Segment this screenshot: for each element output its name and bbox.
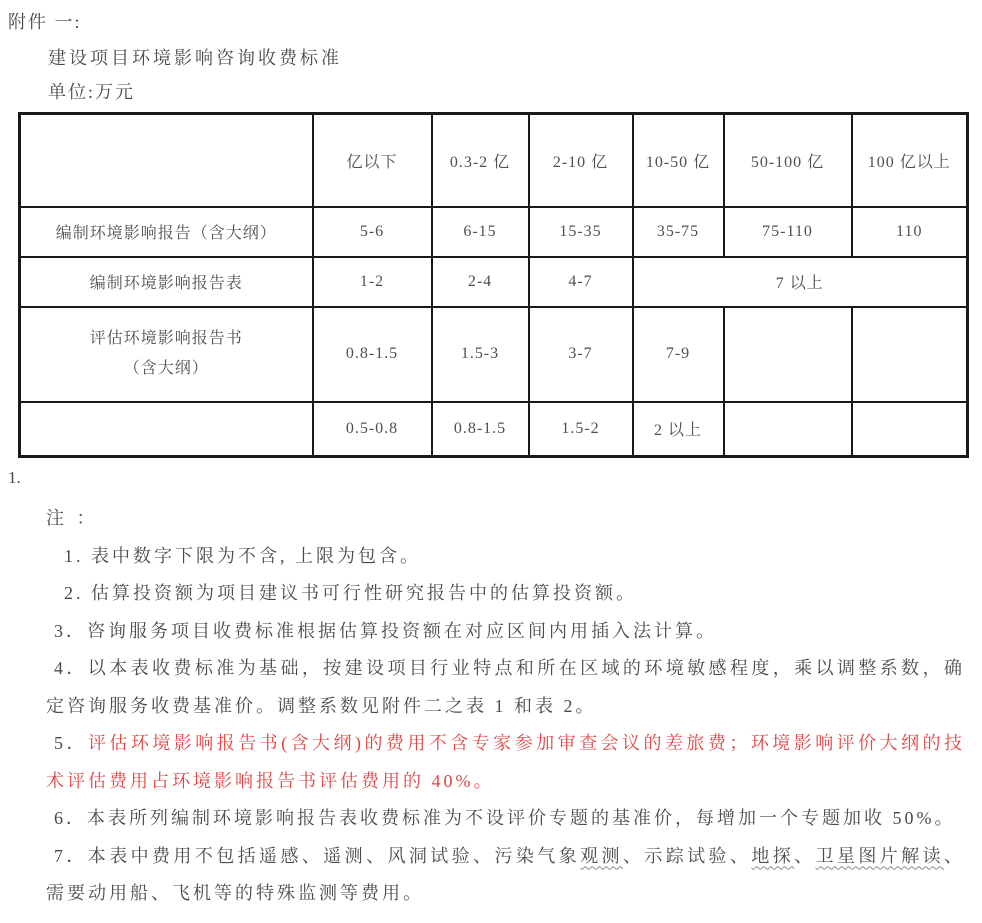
fee-cell-empty [852,402,968,457]
fee-cell: 110 [852,207,968,257]
note-7-text: 、示踪试验、 [622,845,752,866]
note-5-red-text: 评估环境影响报告书(含大纲)的费用不含专家参加审查会议的差旅费；环境影响评价大纲的技术评估费用占环境影响报告书评估费用的 40%。 [46,733,966,791]
fee-cell: 4-7 [529,257,633,307]
note-7-underlined-term: 地探 [751,845,795,866]
notes-section [46,500,965,913]
note-item-5 [46,725,965,800]
unit-label: 单位:万元 [48,82,136,102]
table-row [20,307,968,402]
table-row [20,402,968,457]
note-item-6: 6．本表所列编制环境影响报告表收费标准为不设评价专题的基准价，每增加一个专题加收 50%。 [54,808,956,828]
fee-cell: 2 以上 [633,402,724,457]
note-7-text: 、 [794,845,816,866]
note-item-1: 1. 表中数字下限为不含, 上限为包含。 [64,545,421,566]
row-label-line2: （含大纲） [123,360,209,377]
fee-cell: 35-75 [633,207,724,257]
header-cell: 50-100 亿 [724,114,852,207]
fee-cell-empty [724,402,852,457]
note-7-text: 、需要动用船、飞机等的特殊监测等费用。 [46,845,966,903]
notes-heading: 注 ： [46,508,99,528]
fee-cell: 6-15 [432,207,529,257]
document-title: 建设项目环境影响咨询收费标准 [48,48,342,68]
fee-cell-empty [724,307,852,402]
fee-cell: 7-9 [633,307,724,402]
fee-cell: 0.8-1.5 [313,307,432,402]
fee-cell-empty [852,307,968,402]
note-item-4: 4．以本表收费标准为基础，按建设项目行业特点和所在区域的环境敏感程度，乘以调整系数，确定咨询服务收费基准价。调整系数见附件二之表 1 和表 2。 [46,658,965,716]
row-label-line1: 评估环境影响报告书 [89,330,243,347]
fee-cell: 0.5-0.8 [313,402,432,457]
table-row [20,207,968,257]
note-7-underlined-term: 观测 [580,845,623,866]
fee-cell: 75-110 [724,207,852,257]
fee-cell: 15-35 [529,207,633,257]
fee-cell: 5-6 [313,207,432,257]
fee-cell: 3-7 [529,307,633,402]
fee-standard-table [18,112,969,458]
header-cell: 0.3-2 亿 [432,114,529,207]
fee-cell: 1.5-2 [529,402,633,457]
attachment-label: 附件 一: [8,12,82,32]
header-cell: 100 亿以上 [852,114,968,207]
note-item-3: 3．咨询服务项目收费标准根据估算投资额在对应区间内用插入法计算。 [54,620,717,641]
header-cell: 亿以下 [313,114,432,207]
header-cell: 2-10 亿 [529,114,633,207]
fee-cell: 0.8-1.5 [432,402,529,457]
fee-cell: 2-4 [432,257,529,307]
table-header-row [20,114,968,207]
row-label [20,307,313,402]
note-7-underlined-term: 卫星图片解读 [815,845,945,866]
table-row [20,257,968,307]
row-label: 编制环境影响报告表 [20,257,313,307]
note-item-2: 2. 估算投资额为项目建议书可行性研究报告中的估算投资额。 [64,583,637,603]
header-cell-empty [20,114,313,207]
note-item-7 [46,838,965,913]
note-7-text: 7．本表中费用不包括遥感、遥测、风洞试验、污染气象 [54,845,581,866]
header-cell: 10-50 亿 [633,114,724,207]
fee-cell: 1-2 [313,257,432,307]
row-label-empty [20,402,313,457]
fee-cell-merged: 7 以上 [633,257,968,307]
stray-list-marker: 1. [8,468,21,487]
row-label: 编制环境影响报告（含大纲） [20,207,313,257]
fee-cell: 1.5-3 [432,307,529,402]
note-5-marker: 5． [54,733,88,753]
